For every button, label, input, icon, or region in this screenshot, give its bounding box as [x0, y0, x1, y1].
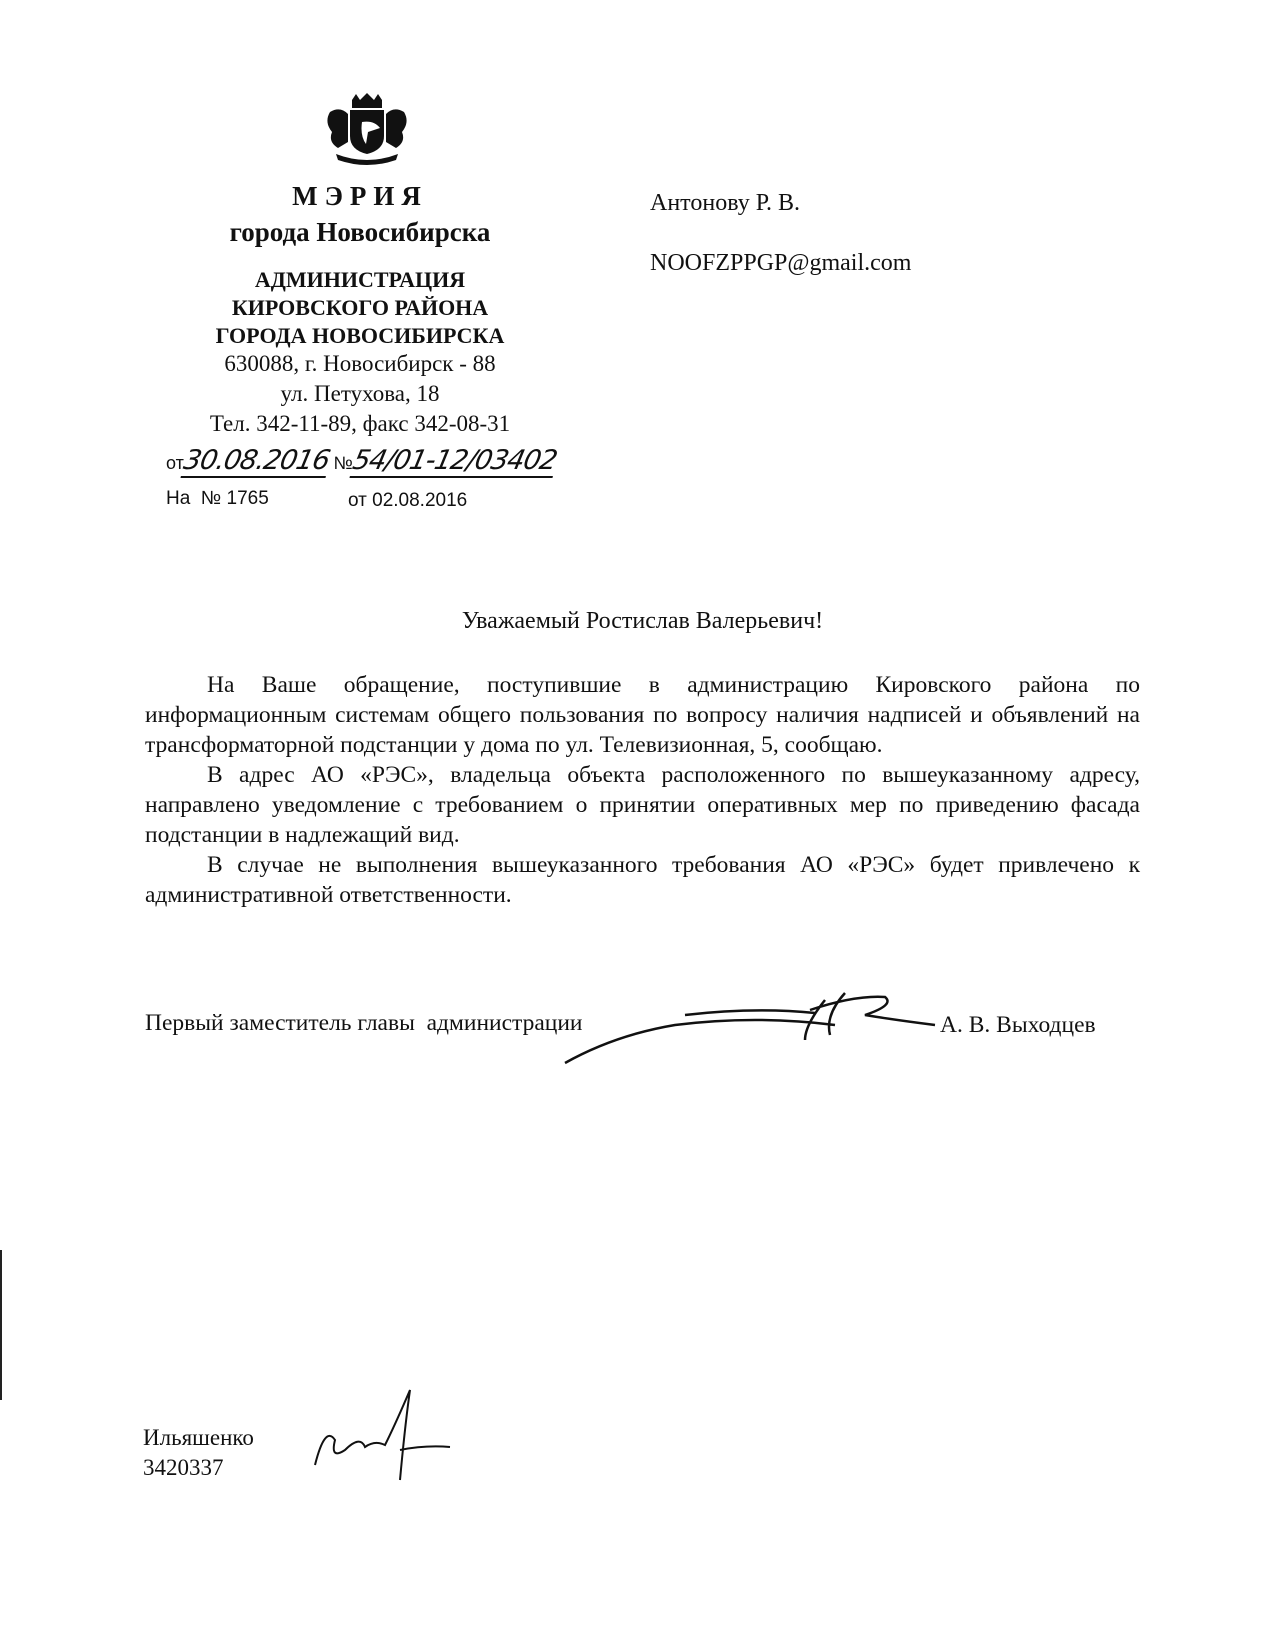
handwritten-number: 54/01-12/03402 — [349, 445, 560, 476]
admin-line-2: КИРОВСКОГО РАЙОНА — [231, 295, 489, 320]
org-name: МЭРИЯ — [292, 181, 428, 211]
executor-phone: 3420337 — [143, 1455, 224, 1480]
recipient-name: Антонову Р. В. — [650, 190, 801, 216]
scan-edge-mark — [0, 1250, 2, 1400]
org-city: города Новосибирска — [229, 217, 491, 247]
signatory-name: А. В. Выходцев — [940, 1012, 1096, 1038]
signature-handwritten — [555, 985, 945, 1070]
signatory-position: Первый заместитель главы администрации — [145, 1010, 583, 1036]
letter-body — [145, 670, 1140, 910]
executor-initials-handwritten — [305, 1385, 455, 1485]
recipient-email: NOOFZPPGP@gmail.com — [650, 250, 912, 276]
number-prefix: № — [333, 453, 353, 473]
body-paragraph: На Ваше обращение, поступившие в администрацию Кировского района по информационным системам общего пользования по вопросу наличия надписей и объявлений на трансформаторной подстанции у дома по ул. Телевизионная, 5, сообщаю. — [145, 672, 1140, 758]
city-coat-of-arms-emblem — [322, 92, 412, 168]
address-line-1: 630088, г. Новосибирск - 88 — [224, 351, 496, 376]
date-prefix: от — [166, 453, 184, 473]
executor-name: Ильяшенко — [143, 1425, 254, 1450]
handwritten-date: 30.08.2016 — [180, 445, 332, 476]
reply-ref: На № 1765 — [166, 488, 269, 509]
address-line-2: ул. Петухова, 18 — [280, 381, 440, 406]
body-paragraph: В случае не выполнения вышеуказанного требования АО «РЭС» будет привлечено к административной ответственности. — [145, 852, 1140, 908]
phone-fax-line: Тел. 342-11-89, факс 342-08-31 — [209, 411, 511, 436]
admin-line-1: АДМИНИСТРАЦИЯ — [254, 267, 466, 292]
outgoing-ref — [166, 445, 560, 478]
greeting: Уважаемый Ростислав Валерьевич! — [461, 608, 824, 634]
admin-line-3: ГОРОДА НОВОСИБИРСКА — [215, 323, 505, 348]
body-paragraph: В адрес АО «РЭС», владельца объекта расположенного по вышеуказанному адресу, направлено уведомление с требованием о принятии оперативных мер по приведению фасада подстанции в надлежащий вид. — [145, 762, 1140, 848]
reply-date: от 02.08.2016 — [348, 490, 468, 511]
